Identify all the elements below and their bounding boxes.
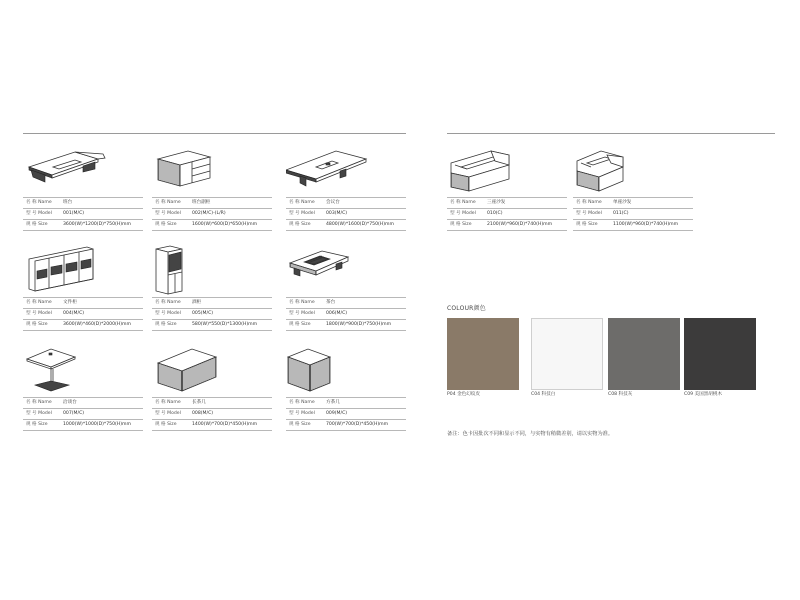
label-name: 名 称 Name	[289, 300, 315, 305]
product-size: 4800(W)*1600(D)*750(H)mm	[326, 222, 394, 227]
single-sofa-illustration	[573, 145, 693, 197]
spec-row-model	[23, 308, 143, 319]
product-size: 1400(W)*700(D)*450(H)mm	[192, 422, 258, 427]
spec-row-name	[23, 197, 143, 208]
spec-row-size	[23, 319, 143, 331]
spec-table	[286, 197, 406, 231]
spec-row-model	[286, 208, 406, 219]
product-name: 方茶几	[326, 400, 340, 405]
label-name: 名 称 Name	[155, 300, 181, 305]
swatch-c08-label: C08 科技灰	[608, 392, 633, 397]
label-size: 规 格 Size	[155, 222, 177, 227]
spec-row-name	[152, 297, 272, 308]
product-model: 004(M/C)	[63, 311, 85, 316]
spec-row-size	[286, 319, 406, 331]
label-name: 名 称 Name	[26, 300, 52, 305]
swatch-p04-label: P04 金色幻纹皮	[447, 392, 481, 397]
product-size: 3600(W)*460(D)*2000(H)mm	[63, 322, 131, 327]
label-model: 型 号 Model	[289, 411, 315, 416]
label-name: 名 称 Name	[450, 200, 476, 205]
product-name: 单座沙发	[613, 200, 632, 205]
spec-row-model	[152, 208, 272, 219]
swatch-c08	[608, 318, 680, 390]
spec-row-name	[286, 397, 406, 408]
spec-table	[152, 197, 272, 231]
spec-row-size	[152, 219, 272, 231]
three-seat-sofa-illustration	[447, 145, 567, 197]
product-size: 1800(W)*900(D)*750(H)mm	[326, 322, 392, 327]
spec-row-name	[286, 297, 406, 308]
spec-row-size	[286, 219, 406, 231]
label-name: 名 称 Name	[155, 400, 181, 405]
product-name: 洽谈台	[63, 400, 77, 405]
label-model: 型 号 Model	[450, 211, 476, 216]
spec-row-size	[23, 219, 143, 231]
product-model: 005(M/C)	[192, 311, 214, 316]
spec-row-model	[152, 308, 272, 319]
product-size: 580(W)*550(D)*1300(H)mm	[192, 322, 258, 327]
label-model: 型 号 Model	[289, 311, 315, 316]
product-name: 会议台	[326, 200, 340, 205]
label-name: 名 称 Name	[26, 200, 52, 205]
wine-cabinet-illustration	[152, 245, 272, 297]
spec-row-size	[447, 219, 567, 231]
label-size: 规 格 Size	[289, 422, 311, 427]
spec-row-size	[286, 419, 406, 431]
swatch-p04	[447, 318, 519, 390]
spec-table	[23, 397, 143, 431]
label-model: 型 号 Model	[155, 311, 181, 316]
top-rule-left	[23, 133, 406, 134]
spec-row-model	[152, 408, 272, 419]
spec-table	[573, 197, 693, 231]
spec-row-name	[286, 197, 406, 208]
spec-row-size	[573, 219, 693, 231]
product-name: 长茶几	[192, 400, 206, 405]
product-name: 班台	[63, 200, 73, 205]
product-name: 茶台	[326, 300, 336, 305]
product-name: 三座沙发	[487, 200, 506, 205]
product-name: 班台副柜	[192, 200, 211, 205]
spec-row-name	[573, 197, 693, 208]
label-size: 规 格 Size	[26, 322, 48, 327]
spec-row-size	[152, 419, 272, 431]
product-name: 酒柜	[192, 300, 202, 305]
spec-table	[23, 197, 143, 231]
label-size: 规 格 Size	[155, 422, 177, 427]
colour-note: 备注：色卡因批次不同和显示不同，与实物有稍微差别，请以实物为准。	[447, 431, 614, 437]
spec-row-name	[447, 197, 567, 208]
product-model: 007(M/C)	[63, 411, 85, 416]
product-size: 1100(W)*960(D)*740(H)mm	[613, 222, 679, 227]
label-model: 型 号 Model	[289, 211, 315, 216]
swatch-c04	[531, 318, 603, 390]
spec-row-size	[23, 419, 143, 431]
product-size: 3600(W)*1200(D)*750(H)mm	[63, 222, 131, 227]
square-coffee-table-illustration	[286, 345, 406, 397]
label-size: 规 格 Size	[155, 322, 177, 327]
executive-desk-illustration	[23, 145, 143, 197]
label-name: 名 称 Name	[289, 400, 315, 405]
file-cabinet-illustration	[23, 245, 143, 297]
spec-row-model	[23, 408, 143, 419]
product-model: 008(M/C)	[192, 411, 214, 416]
colour-section-title: COLOUR颜色	[447, 305, 486, 312]
product-size: 2100(W)*960(D)*740(H)mm	[487, 222, 553, 227]
negotiation-table-illustration	[23, 345, 143, 397]
label-model: 型 号 Model	[26, 411, 52, 416]
spec-row-model	[447, 208, 567, 219]
product-size: 1000(W)*1000(D)*750(H)mm	[63, 422, 131, 427]
spec-row-size	[152, 319, 272, 331]
spec-table	[447, 197, 567, 231]
spec-table	[152, 397, 272, 431]
label-model: 型 号 Model	[26, 211, 52, 216]
product-model: 010(C)	[487, 211, 503, 216]
label-size: 规 格 Size	[26, 222, 48, 227]
label-model: 型 号 Model	[26, 311, 52, 316]
spec-row-model	[573, 208, 693, 219]
label-size: 规 格 Size	[289, 322, 311, 327]
label-name: 名 称 Name	[155, 200, 181, 205]
spec-row-model	[286, 308, 406, 319]
label-size: 规 格 Size	[450, 222, 472, 227]
spec-row-name	[152, 197, 272, 208]
product-model: 011(C)	[613, 211, 629, 216]
top-rule-right	[447, 133, 775, 134]
spec-row-model	[286, 408, 406, 419]
product-model: 001(M/C)	[63, 211, 85, 216]
spec-table	[286, 397, 406, 431]
label-model: 型 号 Model	[155, 411, 181, 416]
spec-table	[286, 297, 406, 331]
spec-table	[23, 297, 143, 331]
spec-table	[152, 297, 272, 331]
label-size: 规 格 Size	[289, 222, 311, 227]
label-model: 型 号 Model	[576, 211, 602, 216]
product-name: 文件柜	[63, 300, 77, 305]
swatch-c09	[684, 318, 756, 390]
spec-row-name	[23, 297, 143, 308]
label-model: 型 号 Model	[155, 211, 181, 216]
product-size: 1600(W)*600(D)*650(H)mm	[192, 222, 258, 227]
tea-table-illustration	[286, 245, 406, 297]
conference-table-illustration	[286, 145, 406, 197]
swatch-c09-label: C09 美国黑胡桃木	[684, 392, 723, 397]
label-name: 名 称 Name	[576, 200, 602, 205]
spec-row-name	[23, 397, 143, 408]
swatch-c04-label: C04 科技白	[531, 392, 556, 397]
spec-row-model	[23, 208, 143, 219]
product-model: 002(M/C)-(L/R)	[192, 211, 226, 216]
label-name: 名 称 Name	[289, 200, 315, 205]
label-name: 名 称 Name	[26, 400, 52, 405]
product-size: 700(W)*700(D)*450(H)mm	[326, 422, 389, 427]
product-model: 003(M/C)	[326, 211, 348, 216]
label-size: 规 格 Size	[576, 222, 598, 227]
long-coffee-table-illustration	[152, 345, 272, 397]
product-model: 006(M/C)	[326, 311, 348, 316]
spec-row-name	[152, 397, 272, 408]
product-model: 009(M/C)	[326, 411, 348, 416]
side-cabinet-illustration	[152, 145, 272, 197]
label-size: 规 格 Size	[26, 422, 48, 427]
